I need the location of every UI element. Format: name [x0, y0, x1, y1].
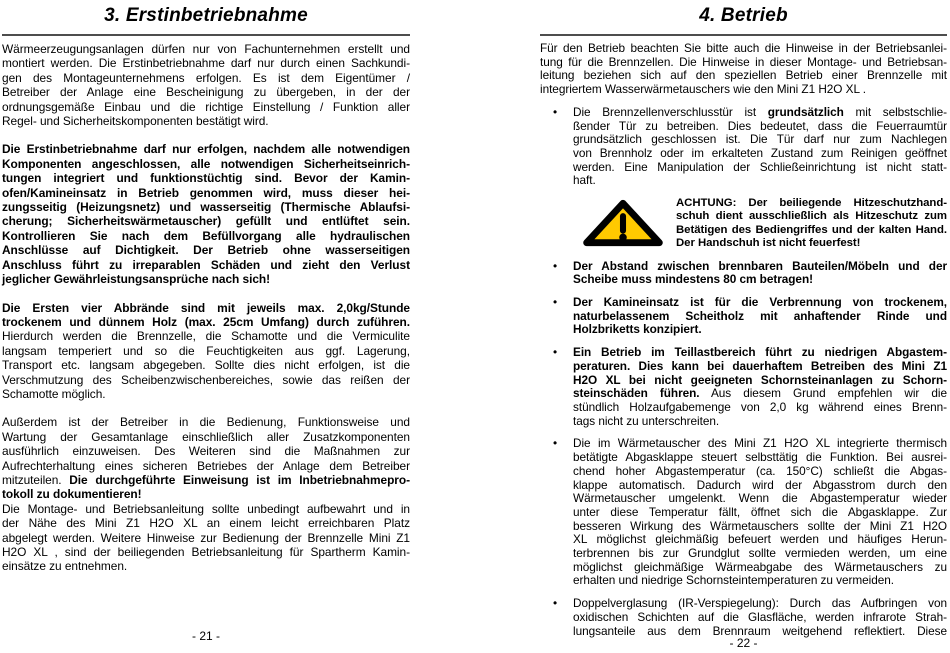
bullet-marker: • [553, 345, 558, 360]
bullet-marker: • [553, 436, 558, 451]
text-line: Der Kamineinsatz ist für die Verbrennung von trockenem, [573, 295, 947, 310]
text-line: zungsseitig (Heizungsnetz) und wasserseitig (Thermische Ablaufsi- [2, 200, 410, 215]
bullet-item [540, 597, 947, 638]
text-line: Die Erstinbetriebnahme darf nur erfolgen, nachdem alle notwendigen [2, 142, 410, 157]
text-line: Hierdurch werden die Brennzelle, die Schamotte und die Vermiculite [2, 329, 410, 344]
text-line: von Brennholz oder im erkalteten Zustand zum Reinigen geöffnet [573, 145, 947, 160]
text-line: Die Brennzellenverschlusstür ist grundsätzlich mit selbstschlie- [573, 104, 947, 119]
page-content [540, 42, 947, 638]
text-line: tung für die Brennzellen. Die Hinweise in dieser Montage- und Betriebsan- [540, 54, 947, 69]
text-line: tokoll zu dokumentieren! [2, 487, 142, 502]
text-line: schuh dient ausschließlich als Hitzeschutz zum [676, 210, 947, 223]
page-content [2, 42, 410, 574]
bullet-marker: • [553, 104, 558, 119]
text-line: ausführlich einzuweisen. Des Weiteren sind die Maßnahmen zur [2, 444, 410, 459]
text-line: klappe automatisch. Dadurch wird der Abgasstrom durch den [573, 477, 947, 492]
text-line: Komponenten angeschlossen, alle notwendigen Sicherheitseinrich- [2, 156, 410, 171]
page-title: 4. Betrieb [699, 5, 788, 26]
paragraph [540, 42, 947, 97]
title-divider [540, 34, 947, 36]
text-line: Der Handschuh ist nicht feuerfest! [676, 237, 861, 250]
text-line: mitzuteilen. Die durchgeführte Einweisung ist im Inbetriebnahmepro- [2, 472, 410, 487]
text-line: Holzbriketts konzipiert. [573, 322, 702, 337]
text-line: Die Montage- und Betriebsanleitung sollte unbedingt aufbewahrt und in [2, 501, 410, 516]
text-line: tungen integriert und funktionstüchtig sind. Bevor der Kamin- [2, 171, 410, 186]
text-line: Für den Betrieb beachten Sie bitte auch die Hinweise in der Betriebsanlei- [540, 41, 947, 55]
text-line: werden. Eine Manipulation der Schließeinrichtung ist nicht statt- [573, 159, 947, 174]
text-line: Transport etc. langsam abgegeben. Sollte dies nicht erfolgen, ist die [2, 358, 410, 373]
page-number: - 21 - [191, 629, 220, 643]
text-line: ordnungsgemäße Einbau und die richtige Einstellung / Funktion aller [2, 99, 410, 114]
text-line: möglichst gleichmäßige Wärmeabgabe des Wärmetauschers zu [573, 559, 947, 574]
paragraph [2, 415, 410, 573]
text-line: naturbelassenem Scheitholz mit anhaftender Rinde und [573, 308, 947, 323]
text-line: montiert werden. Die Erstinbetriebnahme darf nur durch einen Sachkundi- [2, 56, 410, 71]
bullet-item [540, 260, 947, 287]
text-line: Anschlüsse auf Dichtigkeit. Der Betrieb ohne wasserseitigen [2, 243, 410, 258]
text-line: Doppelverglasung (IR-Verspiegelung): Durch das Aufbringen von [573, 596, 947, 611]
text-line: Betätigen des Bediengriffes und der kalten Hand. [676, 223, 947, 236]
text-line: H2O XL , sind der beiliegenden Betriebsanleitung für Spartherm Kamin- [2, 545, 410, 559]
text-line: abgelegt werden. Weitere Hinweise zur Bedienung der Brennzelle Mini Z1 [2, 530, 410, 545]
text-line: steinschäden führen. Aus diesem Grund empfehlen wir die [573, 386, 947, 401]
page-left [2, 5, 410, 588]
text-line: Anschluss führt zu irreparablen Schäden und zieht den Verlust [2, 257, 410, 272]
text-line: besseren Wirkung des Wärmetauschers sollte der Mini Z1 H2O [573, 518, 947, 533]
text-line: ofen/Kamineinsatz in Betrieb genommen wird, muss dieser hei- [2, 185, 410, 200]
text-line: grundsätzlich geschlossen ist. Die Tür darf nur zum Nachlegen [573, 132, 947, 147]
bullet-marker: • [553, 295, 558, 310]
page-number: - 22 - [729, 636, 758, 650]
text-line: ßender Tür zu betreiben. Dies bedeutet, dass die Feuerraumtür [573, 118, 947, 133]
text-line: erhalten und niedrige Schornsteintemperaturen zu vermeiden. [573, 573, 895, 588]
text-line: Betreiber der Anlage eine Bescheinigung zu übergeben, in der der [2, 85, 410, 100]
text-line: Die im Wärmetauscher des Mini Z1 H2O XL integrierte thermisch [573, 436, 947, 451]
text-line: cherung; Sicherheitswärmetauscher) gefüllt und entlüftet sein. [2, 214, 410, 229]
text-line: XL möglichst gleichmäßig befeuert werden und häufiges Herun- [573, 532, 947, 547]
text-line: lungsanteile aus dem Brennraum weitgehend reflektiert. Diese [573, 623, 947, 638]
text-line: trockenem und dünnem Holz (max. 25cm Umfang) durch zuführen. [2, 314, 410, 329]
paragraph [2, 42, 410, 128]
text-line: Die Ersten vier Abbrände sind mit jeweils max. 2,0kg/Stunde [2, 300, 410, 315]
text-line: oxidischen Schichten auf die Glasfläche, werden infrarote Strah- [573, 609, 947, 624]
text-line: ACHTUNG: Der beiliegende Hitzeschutzhand- [676, 197, 947, 210]
page-right [540, 5, 947, 647]
text-line: Aufrechterhaltung eines sicheren Betriebes der Anlage dem Betreiber [2, 458, 410, 473]
text-line: gen des Montageunternehmens erfolgen. Es ist dem Eigentümer / [2, 70, 410, 85]
text-line: einsätze zu entnehmen. [2, 559, 128, 574]
title-divider [2, 34, 410, 36]
text-line: chend hoher Abgastemperatur (ca. 150°C) schließt die Abgas- [573, 463, 947, 478]
text-line: tags nicht zu unterschreiten. [573, 413, 720, 428]
text-line: haft. [573, 173, 596, 188]
text-line: Schamotte möglich. [2, 386, 106, 401]
text-line: integriertem Wasserwärmetauschers wie den Mini Z1 H2O XL . [540, 82, 866, 97]
bullet-item [540, 106, 947, 188]
bullet-item [540, 296, 947, 337]
text-line: H2O XL bei nicht geeigneten Schornsteinanlagen zu Schorn- [573, 372, 947, 387]
text-line: Wärmeerzeugungsanlagen dürfen nur von Fachunternehmen erstellt und [2, 42, 410, 56]
warning-note [540, 197, 947, 251]
text-line: jeglicher Gewährleistungsansprüche nach sich! [2, 272, 271, 287]
text-line: Wartung der Gesamtanlage einschließlich aller Zusatzkomponenten [2, 429, 410, 444]
text-line: Scheibe muss mindestens 80 cm betragen! [573, 272, 813, 287]
text-line: peraturen. Dies kann bei dauerhaftem Betreiben des Mini Z1 [573, 358, 947, 373]
paragraph [2, 301, 410, 402]
text-line: Kontrollieren Sie nach dem Befüllvorgang alle hydraulischen [2, 228, 410, 243]
bullet-item [540, 437, 947, 588]
text-line: unter diese Temperatur fällt, öffnet sich die Abgasklappe. Zur [573, 504, 947, 519]
page-title: 3. Erstinbetriebnahme [104, 5, 308, 26]
paragraph [2, 142, 410, 286]
text-line: Wärmetauscher umgelenkt. Wenn die Abgastemperatur wieder [573, 491, 947, 506]
bullet-marker: • [553, 596, 558, 611]
text-line: Ein Betrieb im Teillastbereich führt zu niedrigen Abgastem- [573, 345, 947, 360]
text-line: stündlich Holzaufgabemenge von 2,0 kg während eines Brenn- [573, 399, 947, 414]
text-line: langsam temperiert und so die Feuchtigkeiten aus ggf. Lagerung, [2, 343, 410, 358]
text-line: leitung beziehen sich auf den speziellen Betrieb einer Brennzelle mit [540, 68, 947, 83]
bullet-item [540, 346, 947, 428]
text-line: terbrennen bis zur Grundglut sollte vermieden werden, um eine [573, 546, 947, 561]
text-line: Außerdem ist der Betreiber in die Bedienung, Funktionsweise und [2, 415, 410, 430]
bullet-marker: • [553, 258, 558, 273]
text-line: Der Abstand zwischen brennbaren Bauteilen/Möbeln und der [573, 258, 947, 273]
text-line: der Nähe des Mini Z1 H2O XL an einem leicht erreichbaren Platz [2, 516, 410, 531]
text-line: Regel- und Sicherheitskomponenten bestätigt wird. [2, 114, 269, 129]
text-line: betätigte Abgasklappe steuert selbsttätig die Funktion. Bei ausrei- [573, 450, 947, 465]
text-line: Verschmutzung des Scheibenzwischenbereiches, sowie das reißen der [2, 372, 410, 387]
warning-triangle-icon [581, 198, 665, 248]
